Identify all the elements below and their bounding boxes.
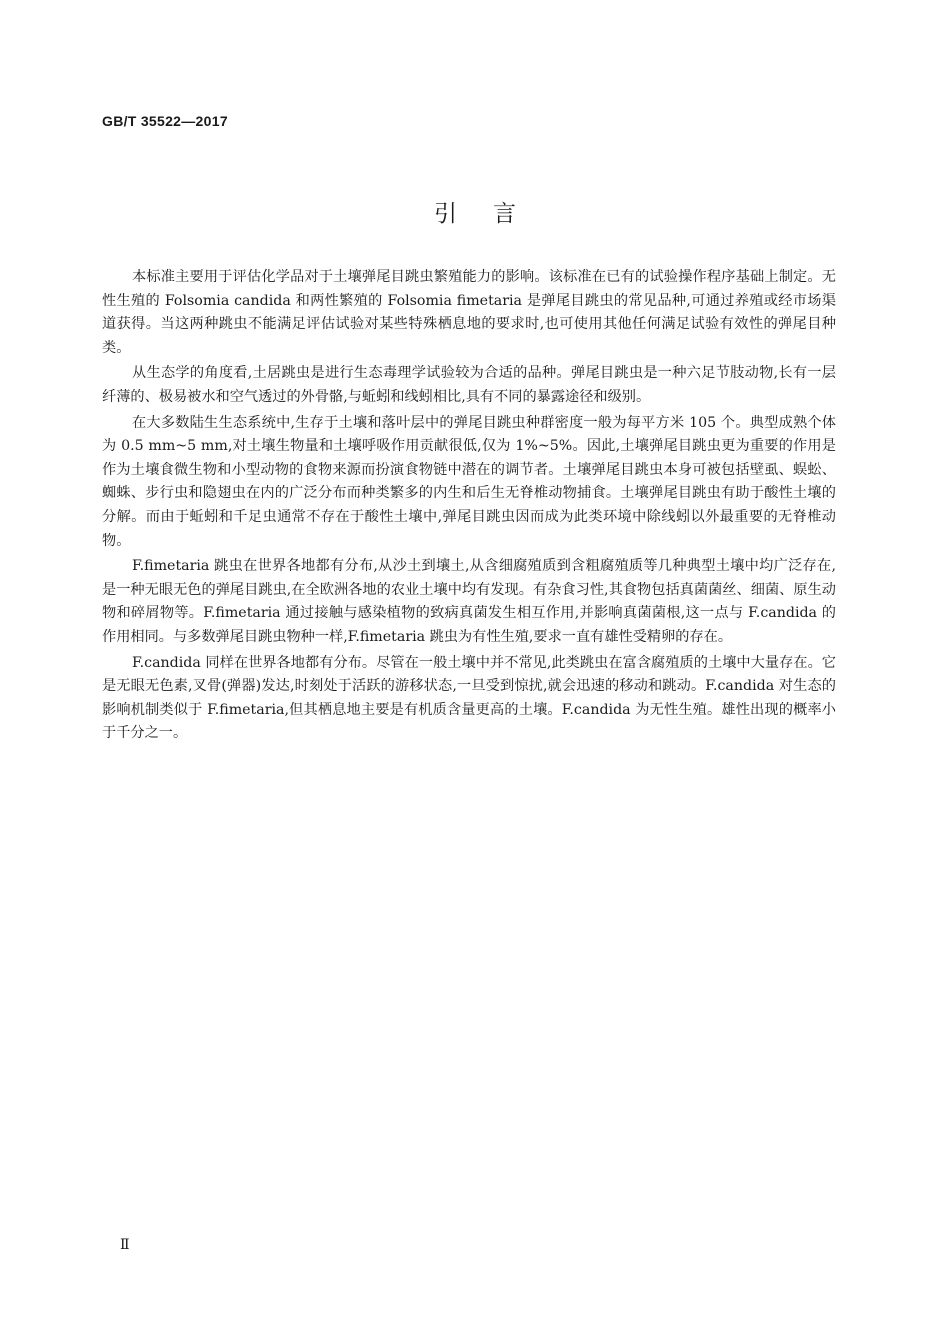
paragraph-2: 从生态学的角度看,土居跳虫是进行生态毒理学试验较为合适的品种。弹尾目跳虫是一种六足节肢动物,长有一层纤薄的、极易被水和空气透过的外骨骼,与蚯蚓和线蚓相比,具有不同的暴露途径和级别。 (102, 365, 836, 405)
paragraph-5: F.candida 同样在世界各地都有分布。尽管在一般土壤中并不常见,此类跳虫在富含腐殖质的土壤中大量存在。它是无眼无色素,叉骨(弹器)发达,时刻处于活跃的游移状态,一旦受到惊扰,就会迅速的移动和跳动。F.candida 对生态的影响机制类似于 F.fimetaria,但其栖息地主要是有机质含量更高的土壤。F.candida 为无性生殖。雄性出现的概率小于千分之一。 (102, 654, 836, 742)
standard-code: GB/T 35522—2017 (102, 113, 228, 129)
document-body (102, 266, 836, 748)
paragraph-4: F.fimetaria 跳虫在世界各地都有分布,从沙土到壤土,从含细腐殖质到含粗腐殖质等几种典型土壤中均广泛存在,是一种无眼无色的弹尾目跳虫,在全欧洲各地的农业土壤中均有发现。有杂食习性,其食物包括真菌菌丝、细菌、原生动物和碎屑物等。F.fimetaria 通过接触与感染植物的致病真菌发生相互作用,并影响真菌菌根,这一点与 F.candida 的作用相同。与多数弹尾目跳虫物种一样,F.fimetaria 跳虫为有性生殖,要求一直有雄性受精卵的存在。 (102, 558, 836, 645)
paragraph-1: 本标准主要用于评估化学品对于土壤弹尾目跳虫繁殖能力的影响。该标准在已有的试验操作程序基础上制定。无性生殖的 Folsomia candida 和两性繁殖的 Folsomia fimetaria 是弹尾目跳虫的常见品种,可通过养殖或经市场渠道获得。当这两种跳虫不能满足评估试验对某些特殊栖息地的要求时,也可使用其他任何满足试验有效性的弹尾目种类。 (102, 269, 836, 356)
section-title: 引言 (434, 201, 552, 227)
page-number: Ⅱ (120, 1237, 130, 1253)
paragraph-3: 在大多数陆生生态系统中,生存于土壤和落叶层中的弹尾目跳虫种群密度一般为每平方米 105 个。典型成熟个体为 0.5 mm~5 mm,对土壤生物量和土壤呼吸作用贡献很低,仅为 1%~5%。因此,土壤弹尾目跳虫更为重要的作用是作为土壤食微生物和小型动物的食物来源而扮演食物链中潜在的调节者。土壤弹尾目跳虫本身可被包括壁虱、蜈蚣、蜘蛛、步行虫和隐翅虫在内的广泛分布而种类繁多的内生和后生无脊椎动物捕食。土壤弹尾目跳虫有助于酸性土壤的分解。而由于蚯蚓和千足虫通常不存在于酸性土壤中,弹尾目跳虫因而成为此类环境中除线蚓以外最重要的无脊椎动物。 (102, 414, 836, 549)
